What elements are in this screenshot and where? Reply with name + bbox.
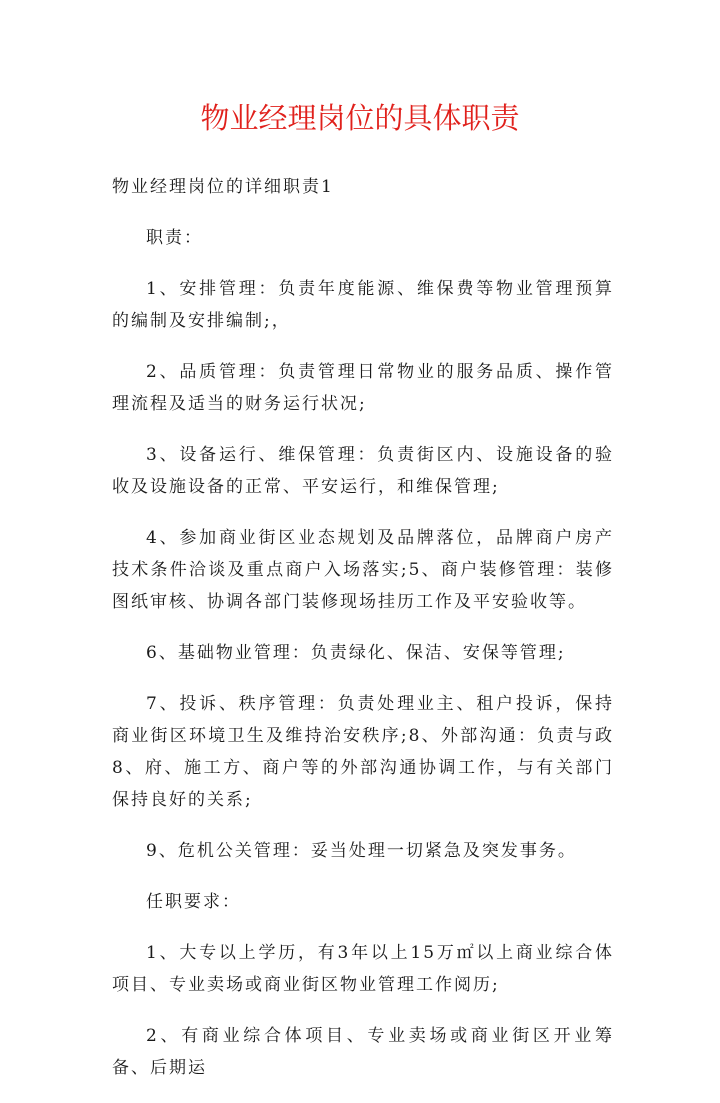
- duty-item-2: 2、品质管理：负责管理日常物业的服务品质、操作管理流程及适当的财务运行状况;: [112, 362, 614, 414]
- requirement-item-2: 2、有商业综合体项目、专业卖场或商业街区开业筹备、后期运: [112, 1026, 614, 1078]
- duty-item-1: 1、安排管理：负责年度能源、维保费等物业管理预算的编制及安排编制;，: [112, 279, 614, 331]
- duty-item-6: 6、基础物业管理：负责绿化、保洁、安保等管理;: [146, 643, 566, 663]
- requirement-item-1: 1、大专以上学历，有3年以上15万㎡以上商业综合体项目、专业卖场或商业街区物业管理工作阅历;: [112, 943, 614, 995]
- duty-item-9: 9、危机公关管理：妥当处理一切紧急及突发事务。: [146, 841, 577, 861]
- duty-item-4-5: 4、参加商业街区业态规划及品牌落位，品牌商户房产技术条件洽谈及重点商户入场落实;5、商户装修管理：装修图纸审核、协调各部门装修现场挂历工作及平安验收等。: [112, 528, 614, 612]
- duty-item-7-8: 7、投诉、秩序管理：负责处理业主、租户投诉，保持商业街区环境卫生及维持治安秩序;8、外部沟通：负责与政8、府、施工方、商户等的外部沟通协调工作，与有关部门保持良好的关系;: [112, 694, 614, 810]
- document-title: 物业经理岗位的具体职责: [200, 101, 520, 135]
- duties-heading: 职责：: [146, 228, 203, 248]
- section-heading: 物业经理岗位的详细职责1: [112, 177, 334, 197]
- duty-item-3: 3、设备运行、维保管理：负责街区内、设施设备的验收及设施设备的正常、平安运行，和维保管理;: [112, 445, 614, 497]
- requirements-heading: 任职要求：: [146, 892, 241, 912]
- document-body: [112, 171, 614, 1103]
